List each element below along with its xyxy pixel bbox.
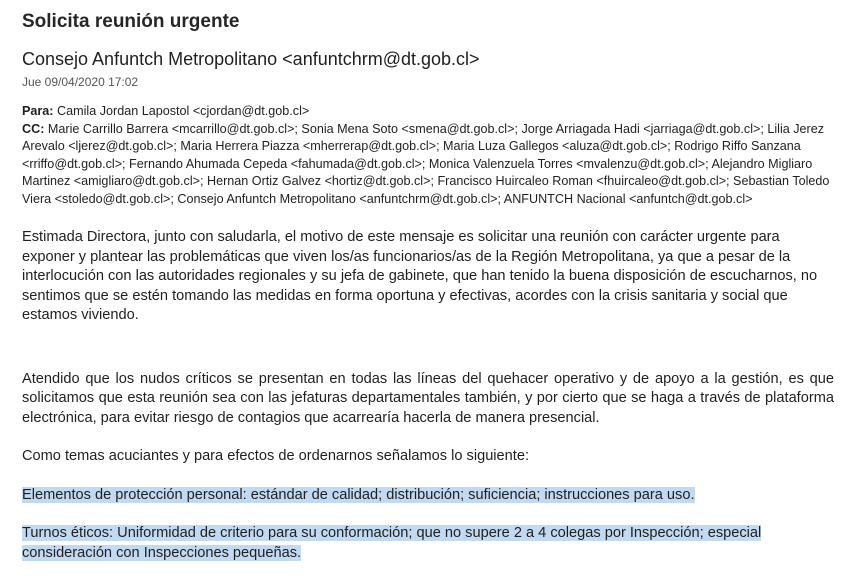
to-label: Para: [22, 104, 54, 118]
email-date: Jue 09/04/2020 17:02 [22, 75, 139, 89]
email-recipients [22, 103, 834, 208]
body-paragraph-intro-topics: Como temas acuciantes y para efectos de ordenarnos señalamos lo siguiente: [22, 448, 530, 464]
body-paragraph-request: Atendido que los nudos críticos se presentan en todas las líneas del quehacer operativo y de apoyo a la gestión, es que solicitamos que esta reunión sea con las jefaturas departamentales también, y por cierto que se haga a través de plataforma electrónica, para evitar riesgo de contagios que acarrearía hacerla de manera presencial. [22, 370, 834, 426]
email-message [22, 0, 834, 563]
email-subject: Solicita reunión urgente [22, 11, 240, 32]
body-paragraph-greeting: Estimada Directora, junto con saludarla, el motivo de este mensaje es solicitar una reunión con carácter urgente para exponer y plantear las problemáticas que viven los/as funcionarios/as de la Región Metropolitana, ya que a pesar de la interlocución con las autoridades regionales y su jefa de gabinete, que han tenido la buena disposición de escucharnos, no sentimos que se estén tomando las medidas en forma oportuna y efectivas, acordes con la crisis sanitaria y social que estamos viviendo. [22, 229, 818, 323]
body-paragraph-topic-turnos [22, 524, 834, 563]
cc-recipients[interactable]: Marie Carrillo Barrera <mcarrillo@dt.gob.cl>; Sonia Mena Soto <smena@dt.gob.cl>; Jorge Arriagada Hadi <jarriaga@dt.gob.cl>; Lilia Jerez Arevalo <ljerez@dt.gob.cl>; Maria Herrera Piazza <mherrerap@dt.gob.cl>; Maria Luza Gallegos <aluza@dt.gob.cl>; Rodrigo Riffo Sanzana <rriffo@dt.gob.cl>; Fernando Ahumada Cepeda <fahumada@dt.gob.cl>; Monica Valenzuela Torres <mvalenzu@dt.gob.cl>; Alejandro Migliaro Martinez <amigliaro@dt.gob.cl>; Hernan Ortiz Galvez <hortiz@dt.gob.cl>; Francisco Huircaleo Roman <fhuircaleo@dt.gob.cl>; Sebastian Toledo Viera <stoledo@dt.gob.cl>; Consejo Anfuntch Metropolitano <anfuntchrm@dt.gob.cl>; ANFUNTCH Nacional <anfuntch@dt.gob.cl> [22, 121, 830, 206]
email-sender[interactable]: Consejo Anfuntch Metropolitano <anfuntchrm@dt.gob.cl> [22, 49, 480, 69]
to-recipients[interactable]: Camila Jordan Lapostol <cjordan@dt.gob.cl> [57, 104, 310, 118]
email-body [22, 228, 834, 563]
cc-label: CC: [22, 121, 45, 136]
highlighted-text-epp[interactable]: Elementos de protección personal: estándar de calidad; distribución; suficiencia; instrucciones para uso. [22, 486, 695, 503]
to-line [22, 103, 834, 121]
body-paragraph-topic-epp [22, 486, 834, 506]
cc-line [22, 121, 834, 209]
highlighted-text-turnos[interactable]: Turnos éticos: Uniformidad de criterio para su conformación; que no supere 2 a 4 colegas por Inspección; especial consideración con Inspecciones pequeñas. [22, 525, 762, 561]
